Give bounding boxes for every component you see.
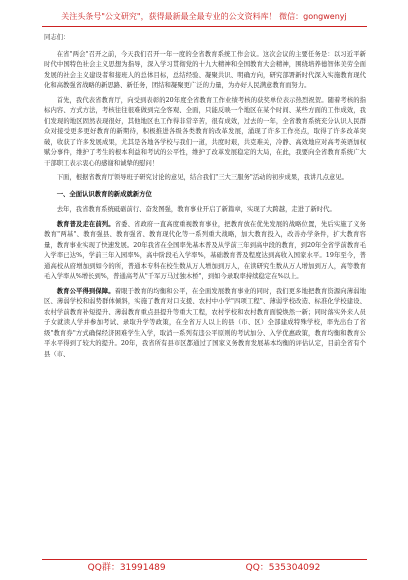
paragraph-summary: 去年，我省教育系统砥砺前行、奋发图强，教育事业开启了新篇章，实现了大跨越，走进了新时代。 [56, 206, 336, 213]
paragraph-thanks: 首先，我代表省教育厅，向受到表彰的20年度全省教育工作业绩考核的获奖单位表示热烈祝贺。随着考核的指标内容、方式方法，考核往往很难做到完全客观、全面，只能反映一个地区在某个时间、某些方面的工作成效，我们发现的地区固然表现很好，其他地区也工作得非常辛苦，很有成效，过去的一年，全省教育系统充分认识人民群众对接受更多更好教育的新期待，积极推进各级各类教育的改革发展，涌现了许多工作亮点，取得了许多改革突破，收获了许多发展成果，尤其是各地各学校与我们一道，共度时艰，共克难关，冷静、高效地应对高考英语加权赋分事件，维护了考生的根本利益和考试的公平性，维护了改革发展稳定的大局，在此，我要向全省教育系统广大干部职工表示衷心的感谢和诚挚的慰问！ [44, 96, 366, 167]
header-divider [42, 26, 367, 27]
qq-group: QQ群：31991489 [87, 563, 166, 573]
qq-contact: QQ：535304092 [245, 563, 321, 573]
paragraph-popularization [44, 220, 366, 283]
top-banner: 关注头条号"公文研究"，获得最新最全最专业的公文资料库！ 微信：gongwenyj [61, 12, 347, 21]
salutation: 同志们： [44, 34, 70, 41]
paragraph-lead: 教育普及走在前列。 [56, 220, 115, 228]
document-body [44, 33, 366, 364]
footer [0, 563, 408, 574]
paragraph-intro: 在省"两会"召开之前，今天我们召开一年一度的全省教育系统工作会议。这次会议的主要任务是：以习近平新时代中国特色社会主义思想为指导，深入学习贯彻党的十九大精神和全国教育大会精神，围绕培养德智体美劳全面发展的社会主义建设者和接班人的总体目标，总结经验、凝聚共识、明确方向，研究部署新时代深入实施教育现代化和高教强省战略的新思路、新任务，团结和凝聚更广泛的力量，为办好人民满意教育而努力。 [44, 50, 366, 89]
paragraph-outline: 下面，根据省教育厅领导班子研究讨论的意见，结合我们"三大三服务"活动的初步成果，我讲几点意见。 [56, 174, 348, 181]
section-heading: 一、全面认识教育的新成就新方位 [56, 190, 152, 198]
paragraph-text: 省委、省政府一直高度重视教育事业，把教育放在优先发展的战略位置，先后实施了义务教育"两基"、教育强县、教育强省、教育现代化等一系列重大战略，加大教育投入，改善办学条件，扩大教育容量，教育事业实现了快速发展。20年我省在全国率先基本普及从学前三年到高中段的教育，到20年全省学前教育毛入学率已达%，学前三年入园率%，高中阶段毛入学率%，基础教育普及程度达到高收入国家水平。19年至今，普通高校从府增加到如今的所，普通本专科在校生数从万人增加到万人，在读研究生数从万人增加到万人，高等教育毛入学率从%增长到%，普通高考从"千军万马过独木桥"，到如今录取率持续稳定在%以上。 [44, 220, 366, 280]
paragraph-equity [44, 287, 366, 361]
paragraph-text: 着眼于教育的均衡和公平，在全面发展教育事业的同时，我们更多地把教育资源向薄弱地区、薄弱学校和弱势群体倾斜，实施了教育对口支援、农村中小学"四项工程"、薄弱学校改造、标准化学校建设、农村学前教育补短提升、薄弱教育重点县提升等重大工程，农村学校和农村教育面貌焕然一新；同时落实外来人员子女就读人学并参加考试、录取升学等政策，在全省万人以上的县（市、区）全部建成特殊学校，率先出台了省级"教育券"方式确保经济困难学生入学，取消一系列有违公平原则的考试加分、入学优惠政策，教育均衡和教育公平水平得到了较大的提升。20年，我省所有县市区都通过了国家义务教育发展基本均衡的评估认定，目前全省有个县（市、 [44, 287, 366, 358]
footer-divider [42, 559, 367, 560]
paragraph-lead: 教育公平得到保障。 [56, 287, 115, 295]
